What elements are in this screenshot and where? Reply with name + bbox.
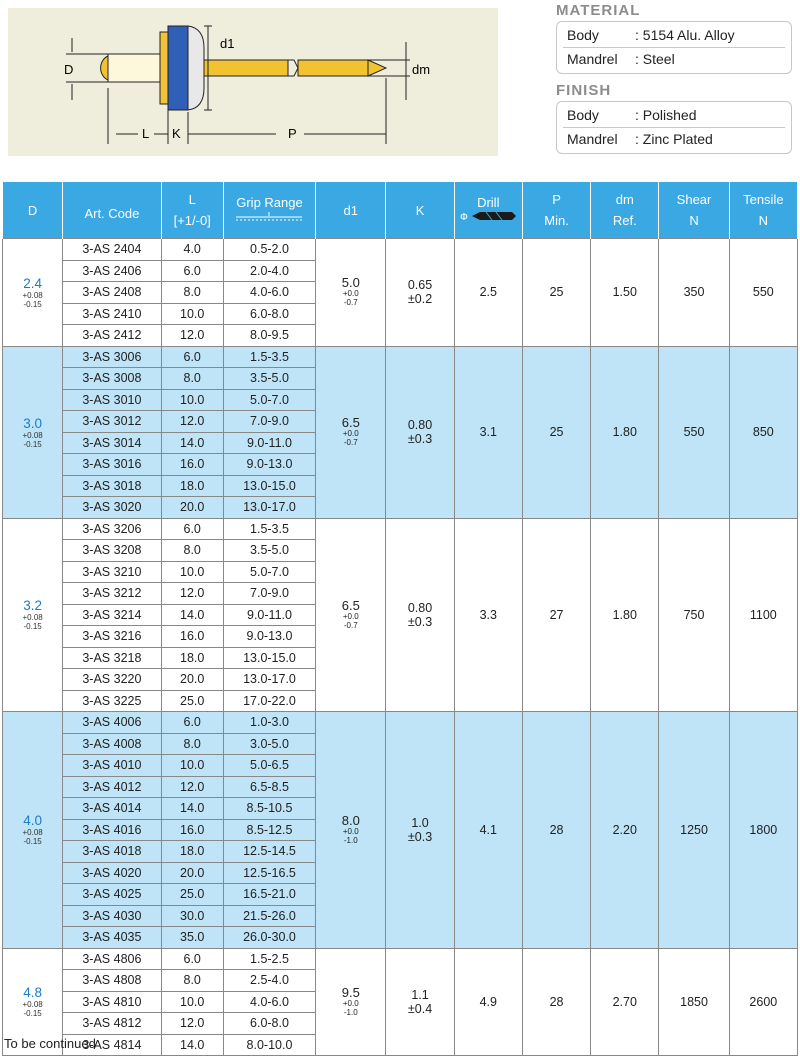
svg-text:Φ: Φ <box>460 212 469 222</box>
art-code-cell: 3-AS 4806 <box>63 948 161 970</box>
d1-tolerance-plus: +0.0 <box>342 429 359 438</box>
diameter-tolerance-minus: -0.15 <box>23 837 42 847</box>
shear-cell: 350 <box>659 239 729 347</box>
diameter-tolerance-minus: -0.15 <box>23 299 42 309</box>
table-row <box>3 712 798 734</box>
k-value: 0.65 <box>407 278 433 293</box>
tensile-cell: 1800 <box>729 712 797 949</box>
length-cell: 6.0 <box>161 518 223 540</box>
table-row <box>3 948 798 970</box>
material-panel <box>556 2 792 74</box>
grip-range-cell: 5.0-7.0 <box>223 561 315 583</box>
d1-tolerance-minus: -0.7 <box>343 620 358 630</box>
k-cell <box>386 239 454 347</box>
d1-cell <box>316 712 386 949</box>
d1-tolerance-plus: +0.0 <box>342 289 359 299</box>
tensile-cell: 1100 <box>729 518 797 712</box>
d1-tolerance-plus: +0.0 <box>342 611 359 621</box>
grip-range-cell: 3.0-5.0 <box>223 733 315 755</box>
label-P: P <box>288 126 297 141</box>
d1-cell <box>316 346 386 518</box>
diameter-tolerance-minus: -0.15 <box>23 622 42 632</box>
grip-range-cell: 5.0-6.5 <box>223 755 315 777</box>
diameter-cell <box>3 712 63 949</box>
grip-range-cell: 4.0-6.0 <box>223 282 315 304</box>
length-cell: 16.0 <box>161 819 223 841</box>
art-code-cell: 3-AS 3212 <box>63 583 161 605</box>
length-cell: 16.0 <box>161 454 223 476</box>
length-cell: 12.0 <box>161 583 223 605</box>
length-cell: 14.0 <box>161 432 223 454</box>
grip-range-cell: 2.0-4.0 <box>223 260 315 282</box>
tensile-cell: 850 <box>729 346 797 518</box>
length-cell: 35.0 <box>161 927 223 949</box>
finish-title: FINISH <box>556 82 612 99</box>
grip-range-cell: 1.5-3.5 <box>223 518 315 540</box>
diameter-tolerance-minus: -0.15 <box>23 439 42 449</box>
art-code-cell: 3-AS 3208 <box>63 540 161 562</box>
d1-value: 8.0 <box>341 812 360 828</box>
spec-table <box>2 182 798 1056</box>
p-cell: 27 <box>522 518 590 712</box>
table-body <box>3 239 798 1056</box>
length-cell: 8.0 <box>161 733 223 755</box>
k-tolerance: ±0.3 <box>407 614 433 629</box>
art-code-cell: 3-AS 2410 <box>63 303 161 325</box>
art-code-cell: 3-AS 3006 <box>63 346 161 368</box>
grip-range-cell: 1.5-2.5 <box>223 948 315 970</box>
art-code-cell: 3-AS 4018 <box>63 841 161 863</box>
header-shear: Shear N <box>659 182 729 239</box>
length-cell: 14.0 <box>161 798 223 820</box>
grip-range-cell: 17.0-22.0 <box>223 690 315 712</box>
k-cell <box>386 346 454 518</box>
length-cell: 18.0 <box>161 841 223 863</box>
grip-range-cell: 13.0-15.0 <box>223 647 315 669</box>
length-cell: 8.0 <box>161 540 223 562</box>
header-K: K <box>386 182 454 239</box>
k-value: 0.80 <box>407 600 433 615</box>
footer-note: To be continued <box>4 1036 96 1051</box>
shear-cell: 750 <box>659 518 729 712</box>
art-code-cell: 3-AS 4014 <box>63 798 161 820</box>
material-mandrel-label: Mandrel <box>567 51 618 67</box>
material-mandrel-value: : Steel <box>635 51 675 67</box>
art-code-cell: 3-AS 3010 <box>63 389 161 411</box>
diameter-tolerance-plus: +0.08 <box>22 290 43 300</box>
grip-range-cell: 8.0-10.0 <box>223 1034 315 1056</box>
p-cell: 28 <box>522 712 590 949</box>
shear-cell: 1250 <box>659 712 729 949</box>
d1-cell <box>316 518 386 712</box>
shear-cell: 1850 <box>659 948 729 1056</box>
header-P: P Min. <box>522 182 590 239</box>
grip-range-cell: 13.0-17.0 <box>223 669 315 691</box>
length-cell: 6.0 <box>161 346 223 368</box>
dm-cell: 2.70 <box>591 948 659 1056</box>
length-cell: 10.0 <box>161 303 223 325</box>
length-cell: 8.0 <box>161 282 223 304</box>
grip-range-cell: 1.5-3.5 <box>223 346 315 368</box>
label-d1: d1 <box>220 36 235 51</box>
art-code-cell: 3-AS 3206 <box>63 518 161 540</box>
art-code-cell: 3-AS 4808 <box>63 970 161 992</box>
grip-range-cell: 1.0-3.0 <box>223 712 315 734</box>
grip-range-cell: 12.5-14.5 <box>223 841 315 863</box>
art-code-cell: 3-AS 3012 <box>63 411 161 433</box>
grip-range-cell: 6.5-8.5 <box>223 776 315 798</box>
finish-mandrel-label: Mandrel <box>567 131 618 147</box>
art-code-cell: 3-AS 4030 <box>63 905 161 927</box>
grip-range-cell: 8.5-10.5 <box>223 798 315 820</box>
material-title: MATERIAL <box>556 2 641 19</box>
length-cell: 14.0 <box>161 1034 223 1056</box>
d1-tolerance-minus: -1.0 <box>343 1007 358 1017</box>
tensile-cell: 550 <box>729 239 797 347</box>
grip-range-symbol <box>234 212 304 222</box>
art-code-cell: 3-AS 3210 <box>63 561 161 583</box>
d1-value: 9.5 <box>341 984 360 1000</box>
header-art-code: Art. Code <box>63 182 161 239</box>
length-cell: 8.0 <box>161 970 223 992</box>
shear-cell: 550 <box>659 346 729 518</box>
d1-tolerance-minus: -0.7 <box>343 298 358 308</box>
art-code-cell: 3-AS 2412 <box>63 325 161 347</box>
d1-value: 6.5 <box>341 597 360 613</box>
finish-box <box>556 101 792 154</box>
grip-range-cell: 2.5-4.0 <box>223 970 315 992</box>
length-cell: 8.0 <box>161 368 223 390</box>
art-code-cell: 3-AS 4025 <box>63 884 161 906</box>
length-cell: 12.0 <box>161 411 223 433</box>
diameter-cell <box>3 239 63 347</box>
drill-cell: 3.3 <box>454 518 522 712</box>
length-cell: 6.0 <box>161 260 223 282</box>
grip-range-cell: 9.0-13.0 <box>223 626 315 648</box>
grip-range-cell: 8.5-12.5 <box>223 819 315 841</box>
p-cell: 25 <box>522 346 590 518</box>
diameter-cell <box>3 518 63 712</box>
header-drill: Drill Φ <box>454 182 522 239</box>
length-cell: 18.0 <box>161 475 223 497</box>
finish-panel <box>556 82 792 154</box>
d1-tolerance-plus: +0.0 <box>342 998 359 1008</box>
length-cell: 10.0 <box>161 389 223 411</box>
grip-range-cell: 12.5-16.5 <box>223 862 315 884</box>
grip-range-cell: 8.0-9.5 <box>223 325 315 347</box>
table-row <box>3 346 798 368</box>
k-value: 1.0 <box>411 815 429 830</box>
art-code-cell: 3-AS 3216 <box>63 626 161 648</box>
label-L: L <box>142 126 150 141</box>
dm-cell: 1.80 <box>591 346 659 518</box>
k-value: 0.80 <box>407 418 433 432</box>
art-code-cell: 3-AS 4810 <box>63 991 161 1013</box>
grip-range-cell: 5.0-7.0 <box>223 389 315 411</box>
d1-value: 6.5 <box>341 415 360 430</box>
d1-value: 5.0 <box>341 275 360 291</box>
material-mandrel-row <box>567 48 781 71</box>
material-body-row <box>567 24 781 47</box>
length-cell: 12.0 <box>161 325 223 347</box>
k-cell <box>386 948 454 1056</box>
diameter-tolerance-plus: +0.08 <box>22 1000 43 1010</box>
grip-range-cell: 6.0-8.0 <box>223 303 315 325</box>
art-code-cell: 3-AS 2404 <box>63 239 161 261</box>
d1-tolerance-minus: -1.0 <box>343 835 358 845</box>
grip-range-cell: 7.0-9.0 <box>223 583 315 605</box>
header-grip-range: Grip Range <box>223 182 315 239</box>
header-row <box>3 182 798 239</box>
grip-range-cell: 0.5-2.0 <box>223 239 315 261</box>
finish-mandrel-value: : Zinc Plated <box>635 131 713 147</box>
grip-range-cell: 21.5-26.0 <box>223 905 315 927</box>
diameter-value: 4.8 <box>23 985 42 1001</box>
header-dm: dm Ref. <box>591 182 659 239</box>
grip-range-cell: 13.0-17.0 <box>223 497 315 519</box>
art-code-cell: 3-AS 3016 <box>63 454 161 476</box>
finish-body-label: Body <box>567 107 599 123</box>
k-value: 1.1 <box>411 987 429 1002</box>
art-code-cell: 3-AS 4812 <box>63 1013 161 1035</box>
art-code-cell: 3-AS 4006 <box>63 712 161 734</box>
length-cell: 4.0 <box>161 239 223 261</box>
length-cell: 14.0 <box>161 604 223 626</box>
art-code-cell: 3-AS 4008 <box>63 733 161 755</box>
grip-range-cell: 9.0-11.0 <box>223 432 315 454</box>
art-code-cell: 3-AS 3014 <box>63 432 161 454</box>
rivet-diagram <box>8 8 498 156</box>
art-code-cell: 3-AS 3220 <box>63 669 161 691</box>
length-cell: 6.0 <box>161 948 223 970</box>
k-tolerance: ±0.4 <box>407 1001 433 1016</box>
diameter-value: 2.4 <box>23 275 42 291</box>
k-cell <box>386 712 454 949</box>
length-cell: 20.0 <box>161 669 223 691</box>
art-code-cell: 3-AS 4010 <box>63 755 161 777</box>
finish-mandrel-row <box>567 128 781 151</box>
art-code-cell: 3-AS 4020 <box>63 862 161 884</box>
art-code-cell: 3-AS 4814 <box>63 1034 161 1056</box>
p-cell: 28 <box>522 948 590 1056</box>
length-cell: 10.0 <box>161 755 223 777</box>
k-tolerance: ±0.3 <box>407 432 433 446</box>
art-code-cell: 3-AS 2408 <box>63 282 161 304</box>
d1-cell <box>316 239 386 347</box>
diameter-tolerance-plus: +0.08 <box>22 430 43 440</box>
finish-body-row <box>567 104 781 127</box>
art-code-cell: 3-AS 3225 <box>63 690 161 712</box>
d1-cell <box>316 948 386 1056</box>
grip-range-cell: 13.0-15.0 <box>223 475 315 497</box>
k-cell <box>386 518 454 712</box>
grip-range-cell: 16.5-21.0 <box>223 884 315 906</box>
length-cell: 25.0 <box>161 690 223 712</box>
art-code-cell: 3-AS 2406 <box>63 260 161 282</box>
length-cell: 10.0 <box>161 991 223 1013</box>
dm-cell: 2.20 <box>591 712 659 949</box>
length-cell: 12.0 <box>161 1013 223 1035</box>
length-cell: 25.0 <box>161 884 223 906</box>
grip-range-cell: 3.5-5.0 <box>223 368 315 390</box>
dm-cell: 1.50 <box>591 239 659 347</box>
length-cell: 12.0 <box>161 776 223 798</box>
art-code-cell: 3-AS 4016 <box>63 819 161 841</box>
table-row <box>3 239 798 261</box>
length-cell: 30.0 <box>161 905 223 927</box>
label-D: D <box>64 62 74 77</box>
diameter-value: 3.0 <box>23 415 42 431</box>
drill-cell: 4.1 <box>454 712 522 949</box>
length-cell: 6.0 <box>161 712 223 734</box>
k-tolerance: ±0.3 <box>407 829 433 844</box>
header-D: D <box>3 182 63 239</box>
material-body-value: : 5154 Alu. Alloy <box>635 27 735 43</box>
art-code-cell: 3-AS 3018 <box>63 475 161 497</box>
d1-tolerance-plus: +0.0 <box>342 826 359 836</box>
k-tolerance: ±0.2 <box>407 292 433 307</box>
table-row <box>3 518 798 540</box>
rivet-drawing <box>8 8 498 156</box>
length-cell: 16.0 <box>161 626 223 648</box>
dm-cell: 1.80 <box>591 518 659 712</box>
drill-cell: 3.1 <box>454 346 522 518</box>
material-box <box>556 21 792 74</box>
grip-range-cell: 4.0-6.0 <box>223 991 315 1013</box>
diameter-cell <box>3 346 63 518</box>
grip-range-cell: 26.0-30.0 <box>223 927 315 949</box>
drill-cell: 2.5 <box>454 239 522 347</box>
art-code-cell: 3-AS 3214 <box>63 604 161 626</box>
header-d1: d1 <box>316 182 386 239</box>
art-code-cell: 3-AS 4012 <box>63 776 161 798</box>
diameter-tolerance-minus: -0.15 <box>23 1009 42 1019</box>
tensile-cell: 2600 <box>729 948 797 1056</box>
header-tensile: Tensile N <box>729 182 797 239</box>
length-cell: 18.0 <box>161 647 223 669</box>
label-dm: dm <box>412 62 431 77</box>
length-cell: 10.0 <box>161 561 223 583</box>
label-K: K <box>172 126 181 141</box>
grip-range-cell: 3.5-5.0 <box>223 540 315 562</box>
drill-bit-icon <box>460 210 516 222</box>
finish-body-value: : Polished <box>635 107 697 123</box>
length-cell: 20.0 <box>161 497 223 519</box>
header-L: L [+1/-0] <box>161 182 223 239</box>
art-code-cell: 3-AS 4035 <box>63 927 161 949</box>
diameter-value: 3.2 <box>23 598 42 614</box>
material-body-label: Body <box>567 27 599 43</box>
art-code-cell: 3-AS 3218 <box>63 647 161 669</box>
art-code-cell: 3-AS 3008 <box>63 368 161 390</box>
d1-tolerance-minus: -0.7 <box>343 438 358 447</box>
diameter-tolerance-plus: +0.08 <box>22 613 43 623</box>
drill-cell: 4.9 <box>454 948 522 1056</box>
grip-range-cell: 9.0-11.0 <box>223 604 315 626</box>
diameter-tolerance-plus: +0.08 <box>22 828 43 838</box>
art-code-cell: 3-AS 3020 <box>63 497 161 519</box>
diameter-value: 4.0 <box>23 813 42 829</box>
p-cell: 25 <box>522 239 590 347</box>
length-cell: 20.0 <box>161 862 223 884</box>
grip-range-cell: 7.0-9.0 <box>223 411 315 433</box>
grip-range-cell: 6.0-8.0 <box>223 1013 315 1035</box>
grip-range-cell: 9.0-13.0 <box>223 454 315 476</box>
